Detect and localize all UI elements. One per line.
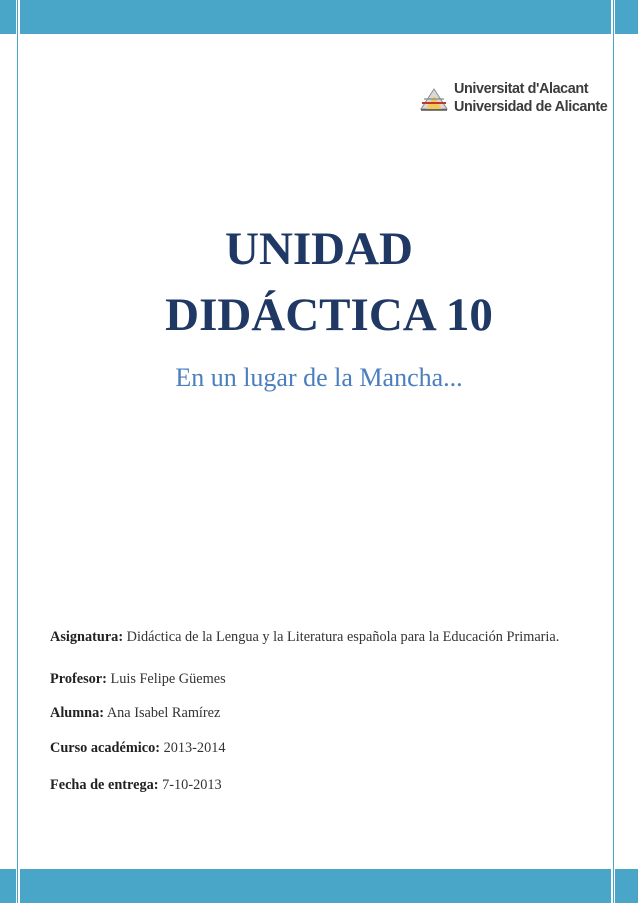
asignatura-value: Didáctica de la Lengua y la Literatura española para la Educación Primaria.: [126, 629, 560, 645]
university-emblem-icon: [418, 83, 450, 113]
info-row-alumna: [50, 704, 220, 722]
bottom-band-segment: [20, 869, 611, 903]
university-name-line2: Universidad de Alicante: [454, 98, 608, 115]
university-logo: [418, 81, 608, 121]
top-band-segment: [615, 0, 638, 34]
bottom-band-segment: [0, 869, 16, 903]
info-row-fecha: [50, 776, 222, 794]
info-row-asignatura: [50, 628, 559, 646]
info-row-profesor: [50, 670, 226, 688]
university-name: [454, 81, 607, 116]
bottom-band-segment: [615, 869, 638, 903]
alumna-value: Ana Isabel Ramírez: [106, 705, 221, 721]
profesor-label: Profesor:: [50, 671, 107, 687]
alumna-label: Alumna:: [50, 705, 105, 721]
curso-label: Curso académico:: [50, 740, 160, 756]
document-title-line2: DIDÁCTICA 10: [165, 289, 493, 341]
bottom-border-band: [0, 869, 638, 903]
top-border-band: [0, 0, 638, 34]
document-subtitle: En un lugar de la Mancha...: [175, 363, 463, 392]
document-title-line1: UNIDAD: [225, 223, 413, 275]
curso-value: 2013-2014: [163, 740, 226, 756]
top-band-segment: [0, 0, 16, 34]
top-band-segment: [20, 0, 611, 34]
asignatura-label: Asignatura:: [50, 629, 124, 645]
fecha-value: 7-10-2013: [162, 777, 222, 793]
university-name-line1: Universitat d'Alacant: [454, 81, 589, 97]
right-frame-line: [613, 0, 614, 903]
info-row-curso: [50, 739, 226, 757]
profesor-value: Luis Felipe Güemes: [110, 671, 226, 687]
fecha-label: Fecha de entrega:: [50, 777, 159, 793]
left-frame-line: [17, 0, 18, 903]
